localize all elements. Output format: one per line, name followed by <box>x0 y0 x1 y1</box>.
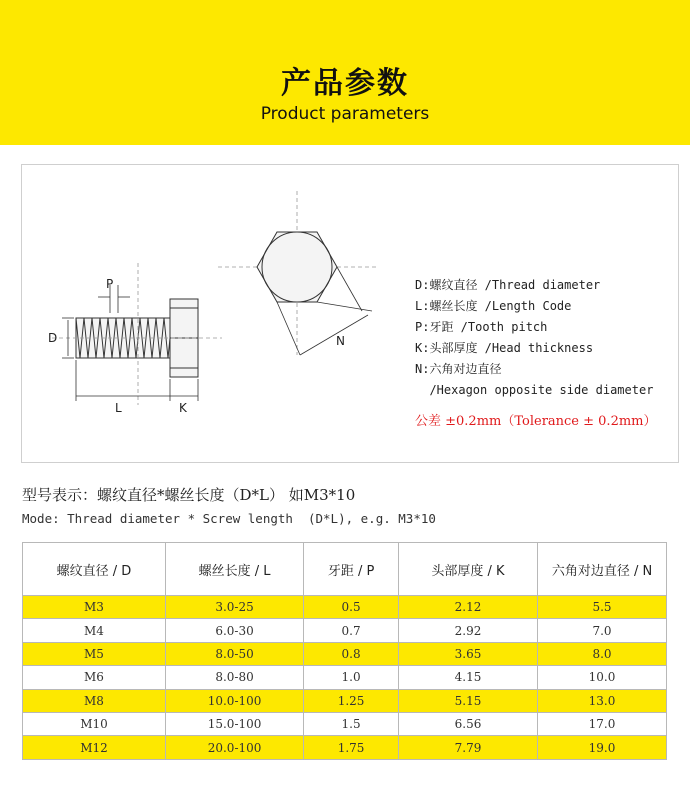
table-cell: M12 <box>23 736 166 759</box>
model-format-en: Mode: Thread diameter * Screw length (D*L), e.g. M3*10 <box>22 511 436 526</box>
table-cell: 3.65 <box>399 642 538 665</box>
header-pitch: 牙距 / P <box>304 543 399 596</box>
label-l: L <box>115 401 122 415</box>
parameter-legend <box>415 275 657 432</box>
model-format-cn: 型号表示：螺纹直径*螺丝长度（D*L） 如M3*10 <box>22 486 356 504</box>
table-cell: 8.0-50 <box>165 642 303 665</box>
screw-diagram-panel <box>21 164 679 463</box>
table-row <box>23 666 667 689</box>
label-k: K <box>179 401 187 415</box>
spec-table <box>22 542 667 760</box>
table-cell: M10 <box>23 712 166 735</box>
table-cell: 10.0-100 <box>165 689 303 712</box>
legend-item: P:牙距 /Tooth pitch <box>415 320 548 334</box>
table-row <box>23 619 667 642</box>
table-cell: 1.5 <box>304 712 399 735</box>
table-cell: 8.0 <box>538 642 667 665</box>
centerlines <box>52 191 376 405</box>
table-cell: M4 <box>23 619 166 642</box>
table-cell: 6.56 <box>399 712 538 735</box>
table-header-row <box>23 543 667 596</box>
table-cell: 10.0 <box>538 666 667 689</box>
table-cell: 8.0-80 <box>165 666 303 689</box>
table-row <box>23 596 667 619</box>
legend-item: N:六角对边直径 <box>415 362 502 376</box>
label-n: N <box>336 334 345 348</box>
legend-item: D:螺纹直径 /Thread diameter <box>415 278 601 292</box>
page-subtitle: Product parameters <box>260 104 430 124</box>
table-cell: 7.0 <box>538 619 667 642</box>
table-cell: 5.15 <box>399 689 538 712</box>
header-thread-diameter: 螺纹直径 / D <box>23 543 166 596</box>
table-cell: 7.79 <box>399 736 538 759</box>
table-cell: 0.7 <box>304 619 399 642</box>
table-cell: 1.75 <box>304 736 399 759</box>
page-title: 产品参数 <box>281 66 409 101</box>
table-cell: 5.5 <box>538 596 667 619</box>
header-hex-diameter: 六角对边直径 / N <box>538 543 667 596</box>
table-cell: 6.0-30 <box>165 619 303 642</box>
header-head-thickness: 头部厚度 / K <box>399 543 538 596</box>
table-cell: M3 <box>23 596 166 619</box>
table-cell: 0.5 <box>304 596 399 619</box>
table-cell: 1.25 <box>304 689 399 712</box>
table-row <box>23 736 667 759</box>
table-cell: 2.12 <box>399 596 538 619</box>
table-row <box>23 642 667 665</box>
legend-item: /Hexagon opposite side diameter <box>415 383 654 397</box>
table-cell: 3.0-25 <box>165 596 303 619</box>
table-cell: 17.0 <box>538 712 667 735</box>
table-cell: 13.0 <box>538 689 667 712</box>
table-cell: 2.92 <box>399 619 538 642</box>
table-cell: M6 <box>23 666 166 689</box>
header-length: 螺丝长度 / L <box>165 543 303 596</box>
table-cell: 19.0 <box>538 736 667 759</box>
legend-item: L:螺丝长度 /Length Code <box>415 299 572 313</box>
header-banner <box>0 0 690 145</box>
table-cell: 20.0-100 <box>165 736 303 759</box>
table-cell: 15.0-100 <box>165 712 303 735</box>
table-cell: M5 <box>23 642 166 665</box>
table-row <box>23 689 667 712</box>
label-d: D <box>48 331 58 345</box>
table-cell: M8 <box>23 689 166 712</box>
table-cell: 1.0 <box>304 666 399 689</box>
tolerance-note: 公差 ±0.2mm（Tolerance ± 0.2mm） <box>415 414 657 429</box>
hexagon-head-top <box>257 232 372 355</box>
table-cell: 4.15 <box>399 666 538 689</box>
legend-item: K:头部厚度 /Head thickness <box>415 341 594 355</box>
table-cell: 0.8 <box>304 642 399 665</box>
label-p: P <box>106 277 114 291</box>
table-row <box>23 712 667 735</box>
